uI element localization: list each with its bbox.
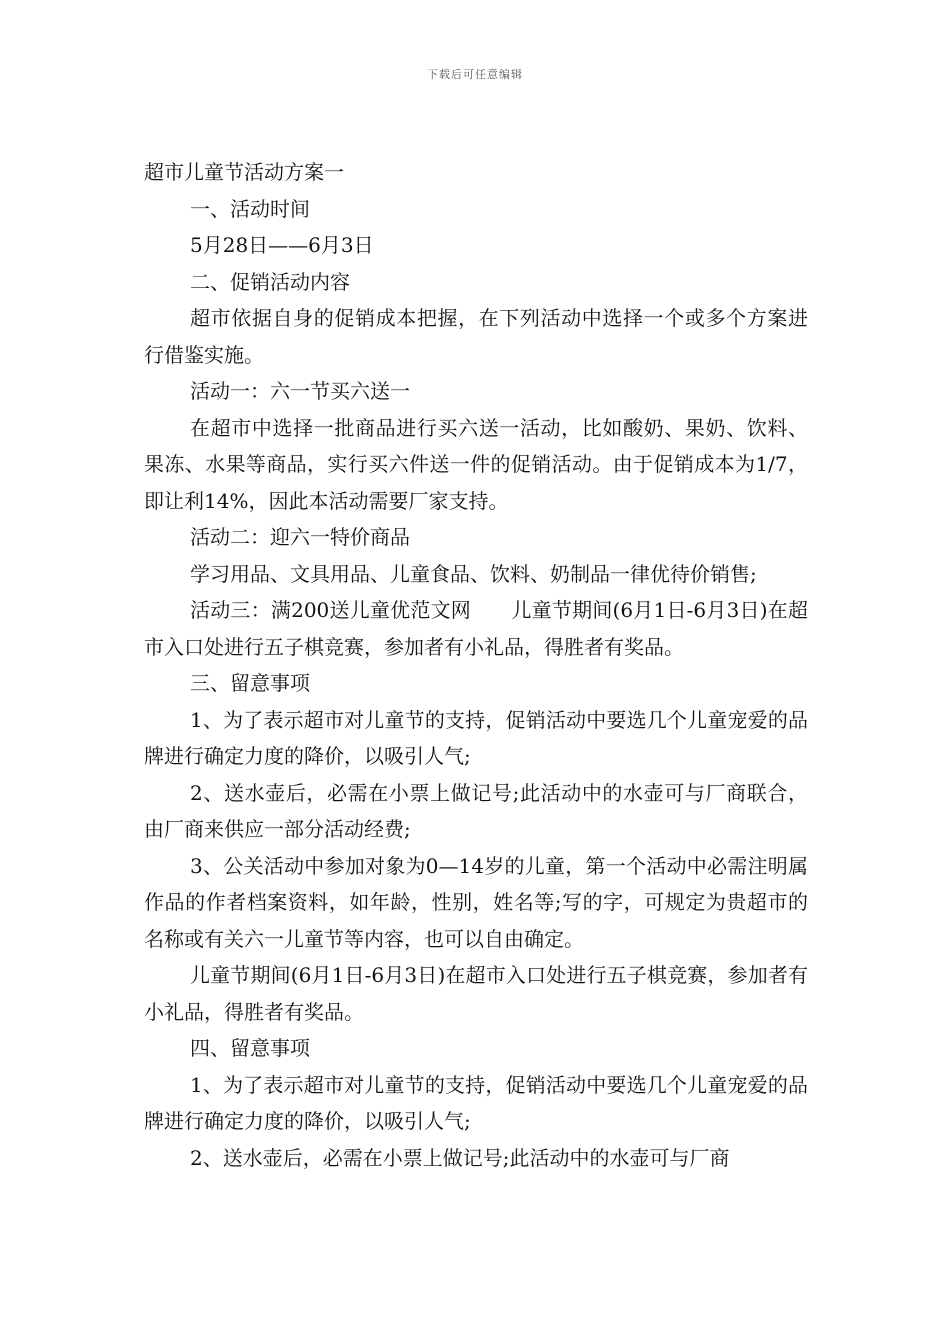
activity-three-body: 活动三：满200送儿童优范文网 儿童节期间(6月1日-6月3日)在超市入口处进行五子棋竞赛，参加者有小礼品，得胜者有奖品。 <box>144 598 808 659</box>
note-item: 2、送水壶后，必需在小票上做记号;此活动中的水壶可与厂商联合，由厂商来供应一部分活动经费; <box>144 780 808 841</box>
activity-one-heading: 活动一：六一节买六送一 <box>190 379 410 403</box>
page-header: 下载后可任意编辑 <box>427 68 523 81</box>
section-heading-notes-four: 四、留意事项 <box>190 1036 310 1060</box>
note-item: 2、送水壶后，必需在小票上做记号;此活动中的水壶可与厂商 <box>190 1145 730 1170</box>
paragraph-intro: 超市依据自身的促销成本把握，在下列活动中选择一个或多个方案进行借鉴实施。 <box>144 306 808 367</box>
activity-date-range: 5月28日——6月3日 <box>190 233 374 257</box>
document-body <box>144 154 808 1176</box>
section-heading-activity-time: 一、活动时间 <box>190 196 310 221</box>
activity-one-body: 在超市中选择一批商品进行买六送一活动，比如酸奶、果奶、饮料、果冻、水果等商品，实行买六件送一件的促销活动。由于促销成本为1/7，即让利14%，因此本活动需要厂家支持。 <box>144 415 808 513</box>
note-item: 3、公关活动中参加对象为0—14岁的儿童，第一个活动中必需注明属作品的作者档案资料，如年龄，性别，姓名等;写的字，可规定为贵超市的名称或有关六一儿童节等内容，也可以自由确定。 <box>144 853 808 951</box>
note-item: 1、为了表示超市对儿童节的支持，促销活动中要选几个儿童宠爱的品牌进行确定力度的降价，以吸引人气; <box>144 707 808 768</box>
section-heading-notes-three: 三、留意事项 <box>190 671 310 695</box>
activity-two-body: 学习用品、文具用品、儿童食品、饮料、奶制品一律优待价销售; <box>190 561 757 586</box>
paragraph-competition: 儿童节期间(6月1日-6月3日)在超市入口处进行五子棋竞赛，参加者有小礼品，得胜者有奖品。 <box>144 963 808 1024</box>
document-title: 超市儿童节活动方案一 <box>144 160 344 184</box>
activity-two-heading: 活动二：迎六一特价商品 <box>190 525 410 549</box>
note-item: 1、为了表示超市对儿童节的支持，促销活动中要选几个儿童宠爱的品牌进行确定力度的降价，以吸引人气; <box>144 1072 808 1133</box>
section-heading-promotion-content: 二、促销活动内容 <box>190 269 350 294</box>
